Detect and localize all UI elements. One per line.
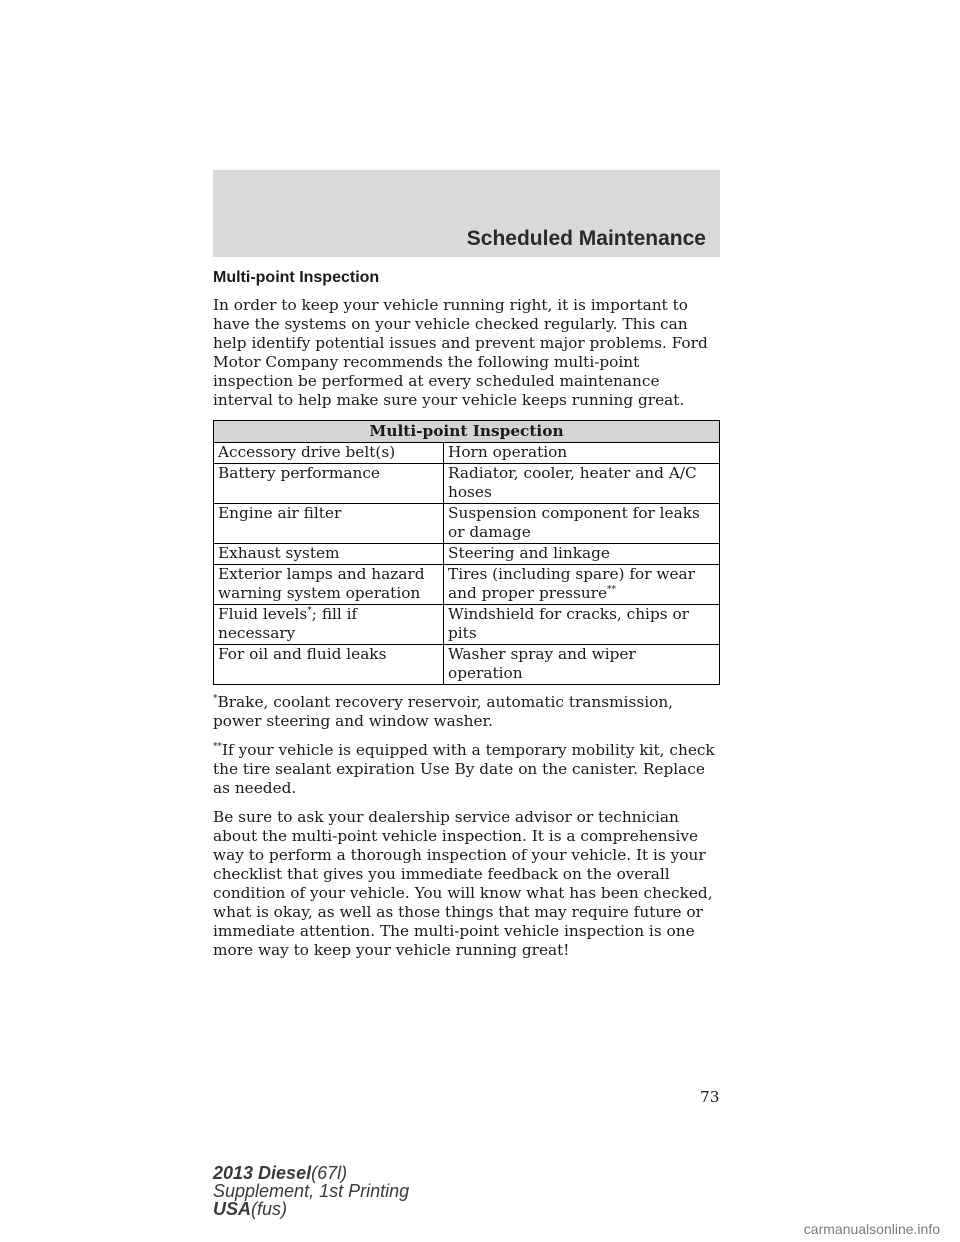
footnote-1 [213, 693, 720, 731]
footer-line-2: Supplement, 1st Printing [213, 1181, 410, 1201]
table-cell: Windshield for cracks, chips or pits [444, 605, 720, 645]
table-cell: Battery performance [214, 464, 444, 504]
footnote-marker: * [213, 693, 218, 704]
table-row [214, 443, 720, 464]
print-footer [213, 1164, 409, 1218]
footer-market-code: (fus) [251, 1199, 288, 1219]
section-heading: Multi-point Inspection [213, 269, 380, 286]
table-cell [214, 605, 444, 645]
table-cell: Exterior lamps and hazard warning system operation [214, 565, 444, 605]
table-cell: Engine air filter [214, 504, 444, 544]
cell-text: Tires (including spare) for wear and proper pressure [448, 565, 695, 602]
footnote-marker: ** [607, 584, 617, 595]
intro-paragraph: In order to keep your vehicle running right, it is important to have the systems on your vehicle checked regularly. This can help identify potential issues and prevent major problems. Ford Motor Company recommends the following multi-point inspection be performed at every scheduled maintenance interval to help make sure your vehicle keeps running great. [213, 296, 708, 409]
table-cell: Washer spray and wiper operation [444, 645, 720, 685]
footer-market: USA [213, 1199, 252, 1219]
table-title: Multi-point Inspection [214, 421, 720, 443]
footnote-marker: * [307, 605, 312, 616]
footer-code: (67l) [311, 1163, 348, 1183]
table-cell: Suspension component for leaks or damage [444, 504, 720, 544]
header-band [213, 170, 720, 257]
footer-line-1 [213, 1164, 409, 1182]
table-row [214, 544, 720, 565]
table-cell: Accessory drive belt(s) [214, 443, 444, 464]
table-row [214, 645, 720, 685]
table-cell: For oil and fluid leaks [214, 645, 444, 685]
watermark: carmanualsonline.info [803, 1221, 940, 1237]
inspection-table [213, 420, 720, 685]
table-row [214, 464, 720, 504]
footnote-text: If your vehicle is equipped with a temporary mobility kit, check the tire sealant expiration Use By date on the canister. Replace as needed. [213, 741, 715, 797]
cell-text: Fluid levels [218, 605, 308, 623]
footnote-text: Brake, coolant recovery reservoir, automatic transmission, power steering and window washer. [213, 693, 674, 730]
table-cell: Steering and linkage [444, 544, 720, 565]
footer-line-3 [213, 1200, 409, 1218]
page-content [213, 268, 720, 970]
table-cell [444, 565, 720, 605]
page-number: 73 [700, 1088, 720, 1106]
table-row [214, 605, 720, 645]
cell-text-suffix: ; fill if necessary [218, 605, 358, 642]
section-header-title: Scheduled Maintenance [466, 227, 706, 250]
table-cell: Horn operation [444, 443, 720, 464]
footnote-marker: ** [213, 741, 222, 752]
table-header-row [214, 421, 720, 443]
table-row [214, 504, 720, 544]
footer-model: 2013 Diesel [213, 1163, 312, 1183]
closing-paragraph: Be sure to ask your dealership service advisor or technician about the multi-point vehicle inspection. It is a comprehensive way to perform a thorough inspection of your vehicle. It is your checklist that gives you immediate feedback on the overall condition of your vehicle. You will know what has been checked, what is okay, as well as those things that may require future or immediate attention. The multi-point vehicle inspection is one more way to keep your vehicle running great! [213, 808, 713, 959]
footnote-2 [213, 741, 720, 798]
table-row [214, 565, 720, 605]
table-cell: Exhaust system [214, 544, 444, 565]
table-cell: Radiator, cooler, heater and A/C hoses [444, 464, 720, 504]
